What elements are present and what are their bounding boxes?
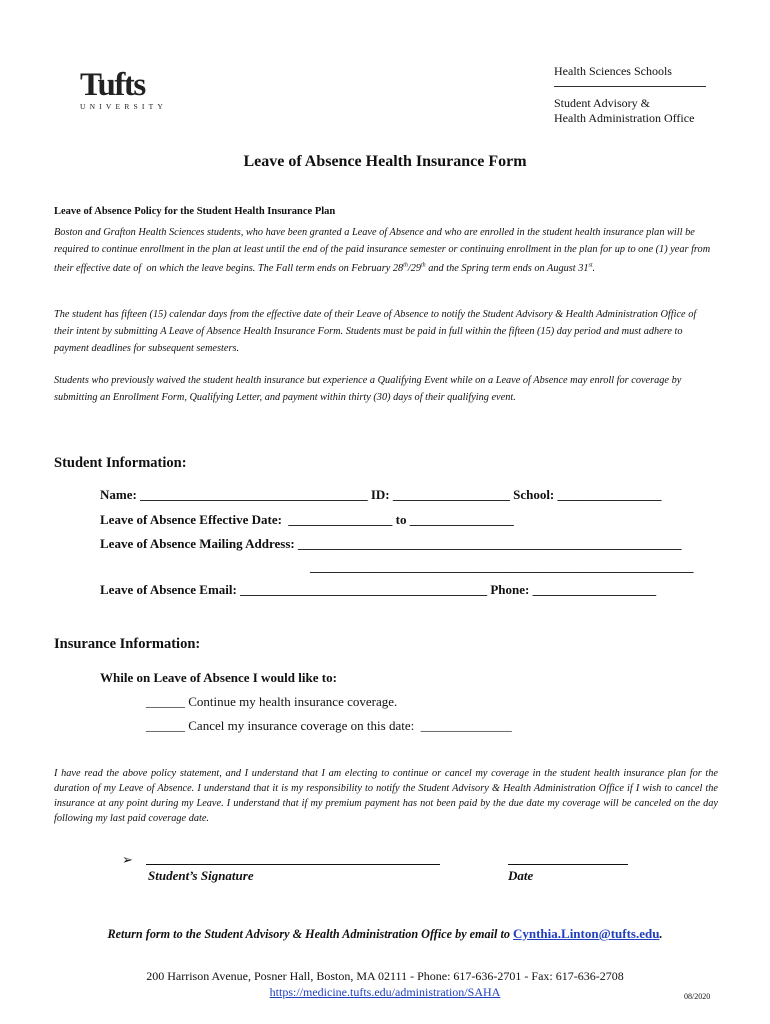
date-line[interactable] <box>508 864 628 865</box>
office-school: Health Sciences Schools <box>554 64 672 78</box>
cancel-coverage-option[interactable]: ______ Cancel my insurance coverage on this date: ______________ <box>146 718 512 733</box>
office-divider <box>554 86 706 87</box>
date-label: Date <box>508 868 534 883</box>
revision-date: 08/2020 <box>684 992 711 1001</box>
logo-wordmark: Tufts <box>80 67 145 103</box>
acknowledgement-statement: I have read the above policy statement, and I understand that I am electing to continue or cancel my coverage in the student health insurance plan for the duration of my Leave of Absence. I understand that it is my responsibility to notify the Student Advisory & Health Administration Office if I wish to cancel the insurance at any point during my Leave. I understand that if my premium payment has not been paid by the due date my coverage will be canceled on the day following my last paid coverage date. <box>54 768 718 824</box>
office-name-line2: Health Administration Office <box>554 111 695 125</box>
effective-date-field[interactable]: Leave of Absence Effective Date: ________________ to ________________ <box>100 512 514 527</box>
arrow-bullet-icon: ➢ <box>122 852 133 867</box>
footer-address: 200 Harrison Avenue, Posner Hall, Boston, MA 02111 - Phone: 617-636-2701 - Fax: 617-636-2708 <box>146 969 624 983</box>
policy-paragraph-3: Students who previously waived the student health insurance but experience a Qualifying Event while on a Leave of Absence may enroll for coverage by submitting an Enrollment Form, Qualifying Letter, and payment within thirty (30) days of their qualifying event. <box>54 375 682 403</box>
email-link[interactable]: Cynthia.Linton@tufts.edu <box>512 926 660 941</box>
return-text: Return form to the Student Advisory & Health Administration Office by email to <box>107 927 513 941</box>
policy-paragraph-2: The student has fifteen (15) calendar days from the effective date of their Leave of Absence to notify the Student Advisory & Health Administration Office of their intent by submitting A Leave of Absence Health Insurance Form. Students must be paid in full within the fifteen (15) day period and must adhere to payment deadlines for subsequent semesters. <box>54 309 697 354</box>
tufts-logo <box>80 67 167 111</box>
name-id-school-field[interactable]: Name: ___________________________________ ID: __________________ School: ________________ <box>100 487 662 502</box>
signature-line[interactable] <box>146 864 440 865</box>
email-phone-field[interactable]: Leave of Absence Email: ______________________________________ Phone: ___________________ <box>100 582 657 597</box>
continue-coverage-option[interactable]: ______ Continue my health insurance coverage. <box>146 694 398 709</box>
mailing-address-field[interactable]: Leave of Absence Mailing Address: ___________________________________________________________ <box>100 536 682 551</box>
policy-heading: Leave of Absence Policy for the Student Health Insurance Plan <box>54 206 336 217</box>
office-block <box>554 64 714 126</box>
signature-label: Student’s Signature <box>148 868 254 883</box>
mailing-address-field-line2[interactable]: ___________________________________________________________ <box>310 559 694 574</box>
footer-address-block <box>0 968 770 1000</box>
return-end: . <box>659 927 663 941</box>
policy-paragraph-1 <box>54 224 716 277</box>
student-info-heading: Student Information: <box>54 455 187 471</box>
policy-paragraph-1-text: Boston and Grafton Health Sciences students, who have been granted a Leave of Absence and who are enrolled in the student health insurance plan will be required to continue enrollment in the plan at least until the end of the paid insurance semester or continuing enrollment in the plan for up to one (1) year from their effective date of on which the leave begins. The Fall term ends on February 28th/29th and the Spring term ends on August 31st. <box>54 227 711 275</box>
logo-subtext: UNIVERSITY <box>80 102 167 111</box>
form-title: Leave of Absence Health Insurance Form <box>243 153 527 170</box>
return-instructions <box>0 926 770 942</box>
office-name-line1: Student Advisory & <box>554 96 651 110</box>
insurance-prompt: While on Leave of Absence I would like to: <box>100 670 337 685</box>
insurance-info-heading: Insurance Information: <box>54 636 201 652</box>
website-link[interactable]: https://medicine.tufts.edu/administration/SAHA <box>269 985 501 999</box>
